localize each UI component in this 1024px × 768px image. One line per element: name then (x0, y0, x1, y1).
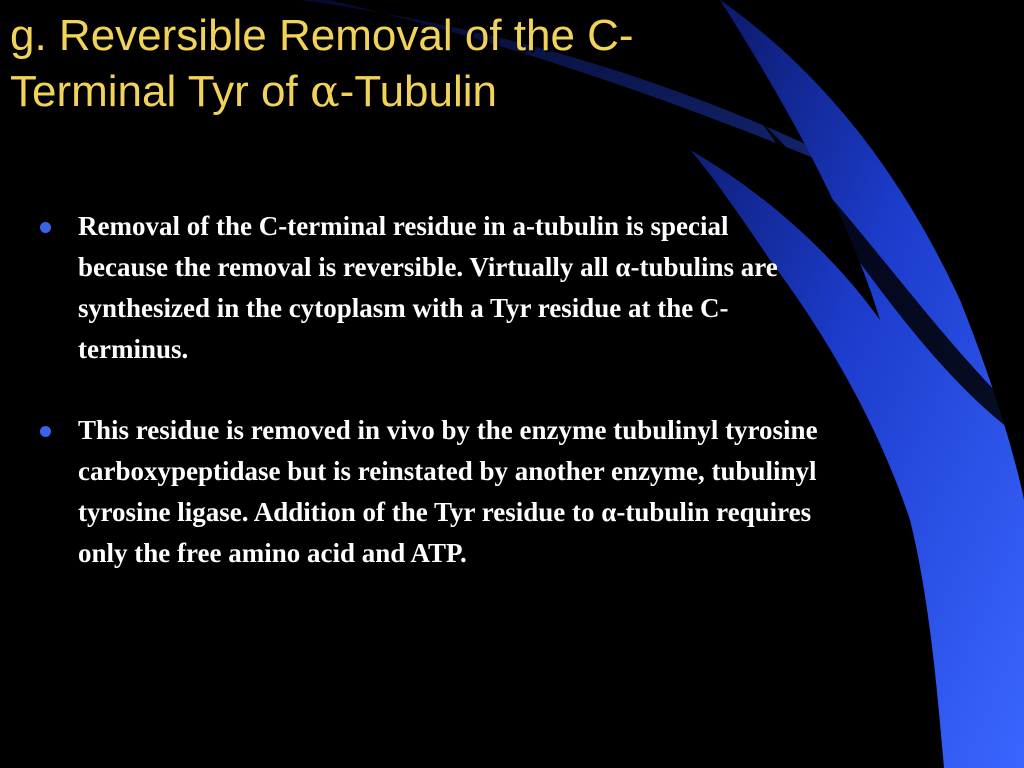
title-alpha-symbol: α (309, 66, 340, 117)
bullet-2-line-3: tyrosine ligase. Addition of the Tyr residue to α-tubulin requires (78, 497, 812, 527)
title-line-2-prefix: Terminal Tyr of (10, 67, 310, 116)
bullet-1-line-3: synthesized in the cytoplasm with a Tyr residue at the C- (78, 293, 729, 323)
bullet-item (38, 206, 1018, 370)
bullet-2-line-2: carboxypeptidase but is reinstated by another enzyme, tubulinyl (78, 456, 817, 486)
bullet-2-line-1: This residue is removed in vivo by the enzyme tubulinyl tyrosine (78, 415, 818, 445)
bullet-1-line-4: terminus. (78, 334, 189, 364)
bullet-1-line-1: Removal of the C-terminal residue in a-tubulin is special (78, 211, 729, 241)
bullet-list (38, 206, 1018, 574)
bullet-dot-icon (40, 222, 51, 233)
bullet-1-line-2: because the removal is reversible. Virtually all α-tubulins are (78, 252, 778, 282)
bullet-item (38, 410, 1018, 574)
title-line-1: g. Reversible Removal of the C- (10, 11, 634, 60)
slide-title (10, 8, 1010, 120)
bullet-dot-icon (40, 426, 51, 437)
bullet-2-line-4: only the free amino acid and ATP. (78, 538, 467, 568)
title-line-2-suffix: -Tubulin (339, 67, 498, 116)
